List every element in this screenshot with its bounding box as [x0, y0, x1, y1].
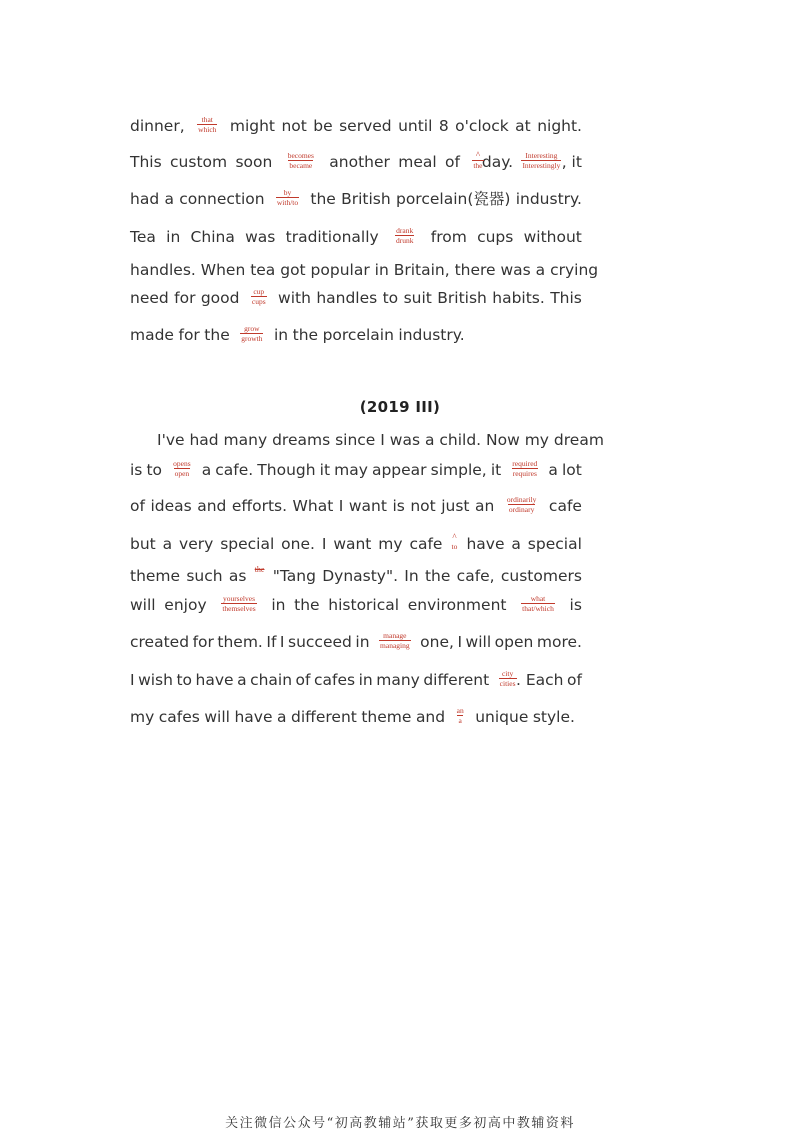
word: custom [170, 153, 228, 171]
word: cafes [314, 671, 356, 689]
word: suit [403, 289, 432, 307]
correction-mark: opens open [173, 459, 191, 478]
word: my [130, 708, 155, 726]
correction-mark: an a [456, 706, 464, 725]
line-text: handles. When tea got popular in Britain, there was a crying [130, 261, 599, 279]
word: with [278, 289, 311, 307]
word: 8 [438, 117, 449, 135]
word: cafe, [456, 567, 495, 585]
word: need [130, 289, 169, 307]
word: served [339, 117, 392, 135]
word: night. [537, 117, 582, 135]
word: made [130, 326, 174, 344]
word: was [245, 228, 276, 246]
word: for [178, 326, 200, 344]
word: of [445, 153, 460, 171]
word: porcelain [322, 326, 394, 344]
word: in [271, 596, 286, 614]
text-line [130, 532, 582, 556]
word: is [392, 497, 405, 515]
word: day. [481, 153, 514, 171]
word: chain [250, 671, 293, 689]
word: Dynasty". [322, 567, 399, 585]
correction-mark: by with/to [276, 188, 299, 207]
word: simple, [430, 461, 487, 479]
word: cafes [158, 708, 200, 726]
word: the [292, 326, 319, 344]
word: different [423, 671, 490, 689]
word: a [162, 535, 173, 553]
word: the [424, 567, 451, 585]
word: special [220, 535, 275, 553]
word: historical [328, 596, 400, 614]
word: open [494, 633, 534, 651]
text-line [130, 150, 582, 174]
word: a [511, 535, 521, 553]
word: a [548, 461, 558, 479]
word: unique [475, 708, 529, 726]
word: the [294, 596, 320, 614]
word: many [376, 671, 420, 689]
text-line [130, 705, 582, 729]
word: have [195, 671, 234, 689]
word: might [229, 117, 276, 135]
word: ideas [150, 497, 192, 515]
word: handles [316, 289, 378, 307]
text-line [130, 630, 582, 654]
word: British [437, 289, 487, 307]
word: Tea [130, 228, 156, 246]
word: I [338, 497, 344, 515]
word: a [201, 461, 212, 479]
word: have [234, 708, 273, 726]
text-line [130, 593, 582, 617]
word: it [319, 461, 331, 479]
text-line [130, 258, 599, 282]
word: have [466, 535, 505, 553]
word: o'clock [455, 117, 509, 135]
word: will [130, 596, 156, 614]
word: theme [130, 567, 181, 585]
word: I [321, 535, 327, 553]
word: If [266, 633, 277, 651]
word: succeed [288, 633, 352, 651]
word: just [441, 497, 470, 515]
word: cups [477, 228, 514, 246]
correction-mark: what that/which [522, 594, 554, 613]
text-line [130, 225, 582, 249]
word: is [130, 461, 143, 479]
word: a [277, 708, 287, 726]
word: in [355, 633, 370, 651]
word: dinner, [130, 117, 185, 135]
word: "Tang [272, 567, 316, 585]
word: meal [398, 153, 437, 171]
deleted-word-mark: the [254, 565, 265, 574]
word: for [174, 289, 196, 307]
word: Though [257, 461, 316, 479]
text-line [130, 494, 582, 518]
word: created [130, 633, 190, 651]
line-text: I've had many dreams since I was a child. Now my dream [157, 431, 604, 449]
word: traditionally [285, 228, 379, 246]
word: to [176, 671, 193, 689]
word: as [228, 567, 247, 585]
word: them. [217, 633, 263, 651]
section-heading: (2019 III) [359, 398, 441, 416]
text-line [130, 323, 582, 347]
word: very [179, 535, 214, 553]
word: cafe [409, 535, 443, 553]
word: want [333, 535, 372, 553]
word: may [334, 461, 368, 479]
correction-mark: cup cups [251, 287, 266, 306]
correction-mark: city cities [499, 669, 516, 688]
word: cafe. [215, 461, 254, 479]
text-line [130, 187, 582, 211]
word: but [130, 535, 156, 553]
word: What [292, 497, 334, 515]
word: one. [281, 535, 315, 553]
word: customers [500, 567, 582, 585]
word: more. [536, 633, 582, 651]
word: a [164, 190, 174, 208]
word: be [313, 117, 333, 135]
word: of [567, 671, 582, 689]
word: special [527, 535, 582, 553]
word: of [130, 497, 145, 515]
word: not [281, 117, 307, 135]
word: want [348, 497, 387, 515]
word: is [569, 596, 582, 614]
word: industry. [515, 190, 582, 208]
word: and [197, 497, 227, 515]
word: and [415, 708, 446, 726]
word: it [490, 461, 502, 479]
word: I [130, 671, 135, 689]
correction-mark: grow growth [241, 324, 263, 343]
word: environment [407, 596, 507, 614]
word: industry. [398, 326, 465, 344]
word: cafe [548, 497, 582, 515]
word: the [310, 190, 336, 208]
word: British [341, 190, 391, 208]
word: an [475, 497, 495, 515]
word: of [295, 671, 311, 689]
word: such [186, 567, 223, 585]
word: lot [561, 461, 582, 479]
word: will [204, 708, 230, 726]
text-line [157, 428, 604, 452]
word: connection [179, 190, 265, 208]
correction-mark: Interesting Interestingly [522, 151, 561, 170]
word: my [378, 535, 403, 553]
correction-mark: yourselves themselves [222, 594, 256, 613]
word: porcelain(瓷器) [395, 190, 511, 208]
word: soon [235, 153, 273, 171]
word: in [166, 228, 181, 246]
word: a [237, 671, 247, 689]
word: the [204, 326, 230, 344]
word: in [273, 326, 289, 344]
word: China [190, 228, 235, 246]
text-line [130, 114, 582, 138]
word: without [523, 228, 582, 246]
word: enjoy [164, 596, 207, 614]
word: at [515, 117, 531, 135]
footer-note: 关注微信公众号“初高教辅站”获取更多初高中教辅资料 [225, 1116, 575, 1131]
word: from [430, 228, 467, 246]
correction-mark: drank drunk [395, 226, 414, 245]
correction-mark: required requires [512, 459, 538, 478]
correction-mark: ordinarily ordinary [506, 495, 537, 514]
word: different [291, 708, 357, 726]
word: to [382, 289, 399, 307]
word: habits. [492, 289, 545, 307]
word: in [358, 671, 373, 689]
word: appear [371, 461, 427, 479]
word: I [457, 633, 463, 651]
text-line [130, 286, 582, 310]
word: style. [532, 708, 575, 726]
word: wish [138, 671, 173, 689]
word: theme [361, 708, 412, 726]
word: This [130, 153, 162, 171]
text-line [130, 458, 582, 482]
word: one, [420, 633, 454, 651]
text-line [130, 668, 582, 692]
word: This [550, 289, 582, 307]
word: efforts. [231, 497, 288, 515]
word: had [130, 190, 160, 208]
correction-mark: that which [198, 115, 217, 134]
word: good [200, 289, 240, 307]
word: will [465, 633, 492, 651]
word: another [329, 153, 390, 171]
correction-mark: becomes became [287, 151, 314, 170]
word: for [192, 633, 214, 651]
word: , it [561, 153, 582, 171]
correction-mark: ^ to [451, 532, 458, 551]
word: until [398, 117, 433, 135]
correction-mark: ^ the [473, 150, 483, 170]
text-line [130, 564, 582, 588]
word: I [279, 633, 285, 651]
word: not [410, 497, 436, 515]
word: In [404, 567, 419, 585]
correction-mark: manage managing [380, 631, 410, 650]
word: to [146, 461, 163, 479]
word: . Each [516, 671, 564, 689]
